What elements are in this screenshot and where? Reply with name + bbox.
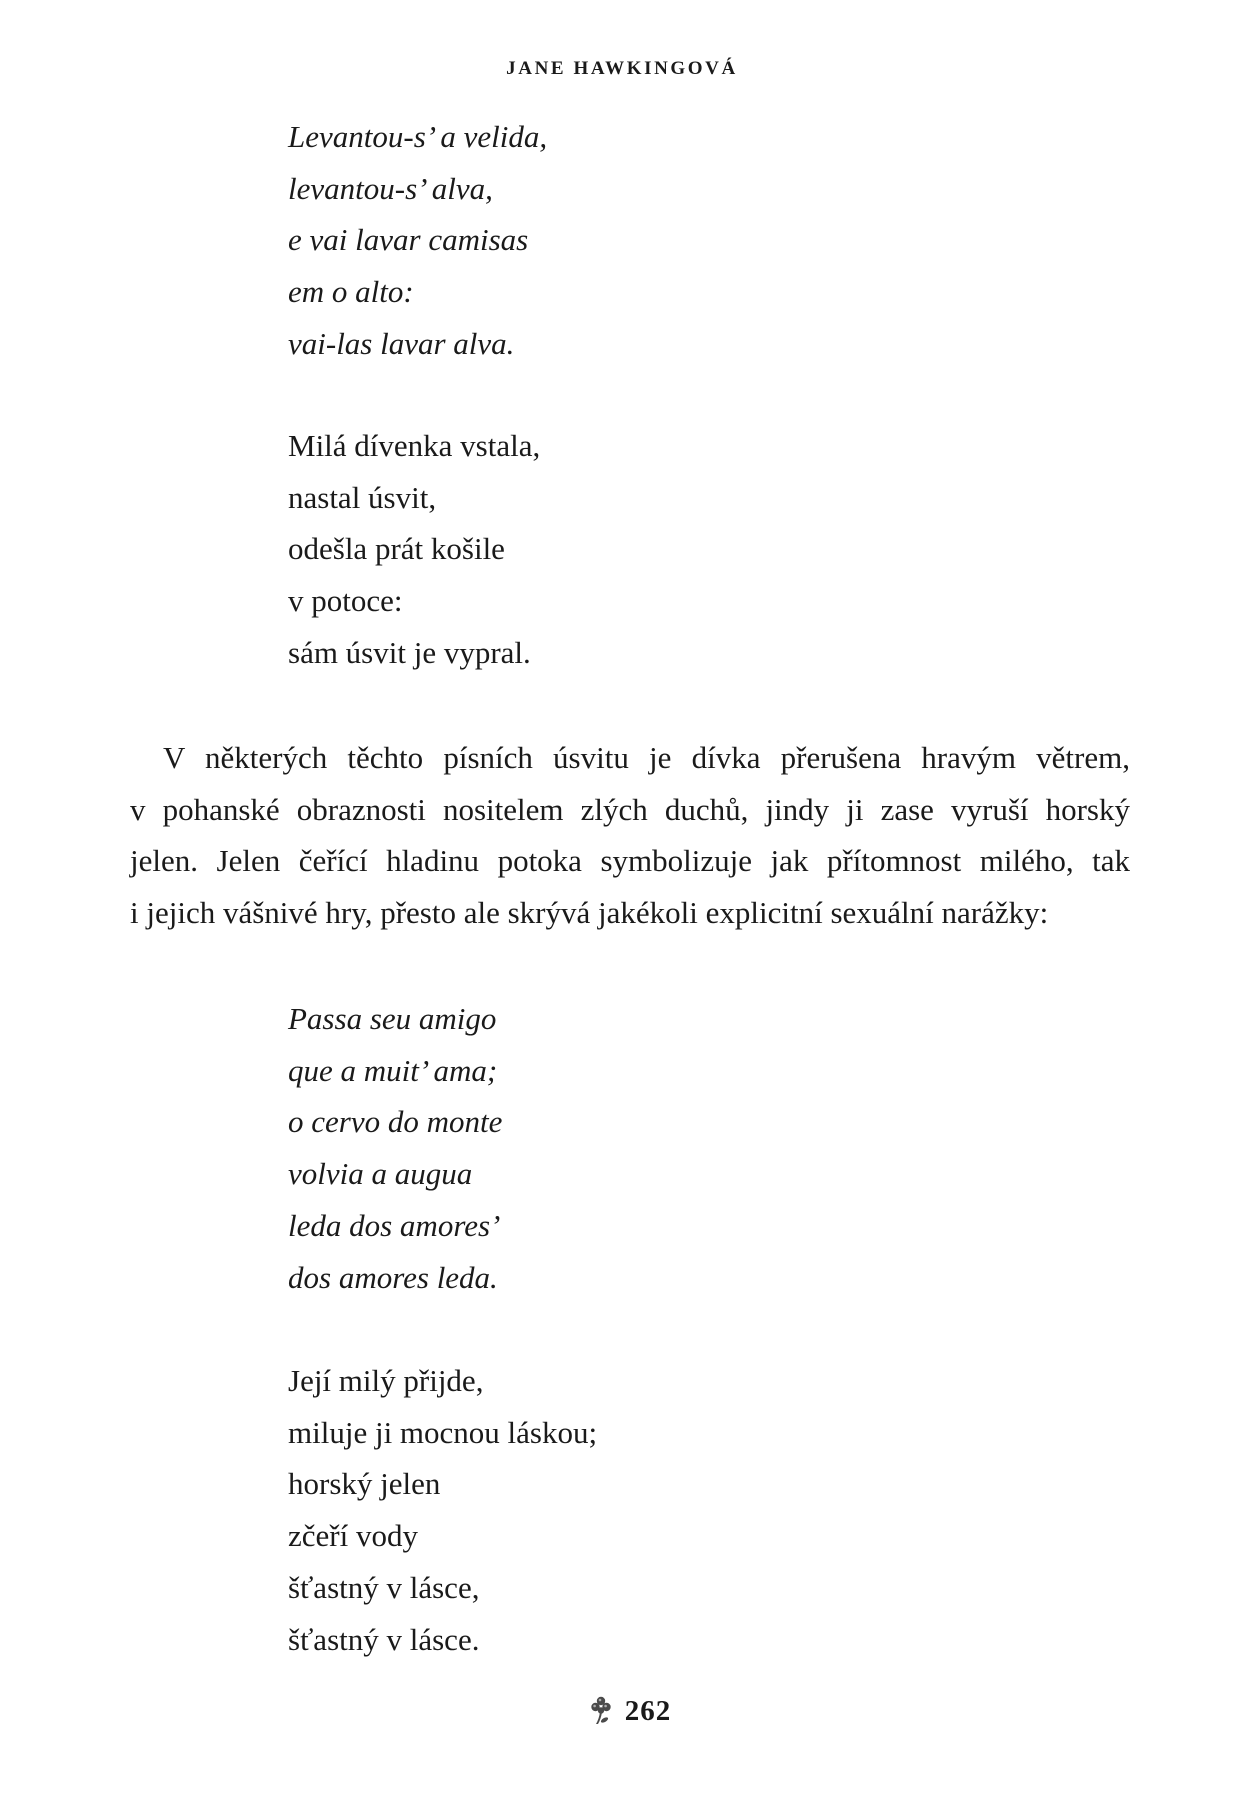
verse-line: volvia a augua bbox=[288, 1156, 473, 1192]
verse-line: Milá dívenka vstala, bbox=[288, 428, 541, 463]
running-head: JANE HAWKINGOVÁ bbox=[506, 58, 738, 79]
verse-line: šťastný v lásce, bbox=[288, 1569, 480, 1605]
verse-line: em o alto: bbox=[288, 274, 414, 310]
poem-stanza-original-2 bbox=[288, 993, 502, 1303]
verse-line: odešla prát košile bbox=[288, 531, 505, 567]
verse-line: zčeří vody bbox=[288, 1518, 418, 1554]
poem-stanza-translation-1 bbox=[288, 420, 540, 679]
paragraph-line: jelen. Jelen čeřící hladinu potoka symbolizuje jak přítomnost milého, tak bbox=[130, 843, 1130, 879]
verse-line: sám úsvit je vypral. bbox=[288, 634, 531, 670]
verse-line: šťastný v lásce. bbox=[288, 1621, 480, 1657]
paragraph-line: V některých těchto písních úsvitu je dívka přerušena hravým větrem, bbox=[163, 740, 1130, 775]
body-paragraph bbox=[130, 732, 1130, 939]
verse-line: v potoce: bbox=[288, 583, 403, 619]
verse-line: leda dos amores’ bbox=[288, 1207, 501, 1243]
verse-line: horský jelen bbox=[288, 1466, 441, 1502]
verse-line: Její milý přijde, bbox=[288, 1363, 484, 1398]
poem-stanza-original-1 bbox=[288, 111, 547, 370]
poem-stanza-translation-2 bbox=[288, 1355, 597, 1665]
verse-line: e vai lavar camisas bbox=[288, 222, 529, 258]
verse-line: que a muit’ ama; bbox=[288, 1052, 498, 1088]
page-number: 262 bbox=[624, 1694, 672, 1727]
verse-line: dos amores leda. bbox=[288, 1259, 498, 1295]
verse-line: levantou-s’ alva, bbox=[288, 170, 493, 206]
paragraph-line: v pohanské obraznosti nositelem zlých duchů, jindy ji zase vyruší horský bbox=[130, 791, 1130, 827]
flower-ornament-icon bbox=[589, 1693, 613, 1729]
verse-line: nastal úsvit, bbox=[288, 479, 437, 515]
page-footer bbox=[0, 1693, 1260, 1729]
verse-line: vai-las lavar alva. bbox=[288, 325, 515, 361]
verse-line: Passa seu amigo bbox=[288, 1001, 497, 1036]
verse-line: miluje ji mocnou láskou; bbox=[288, 1414, 598, 1450]
paragraph-line: i jejich vášnivé hry, přesto ale skrývá jakékoli explicitní sexuální narážky: bbox=[130, 895, 1049, 931]
verse-line: Levantou-s’ a velida, bbox=[288, 119, 548, 154]
verse-line: o cervo do monte bbox=[288, 1104, 503, 1140]
